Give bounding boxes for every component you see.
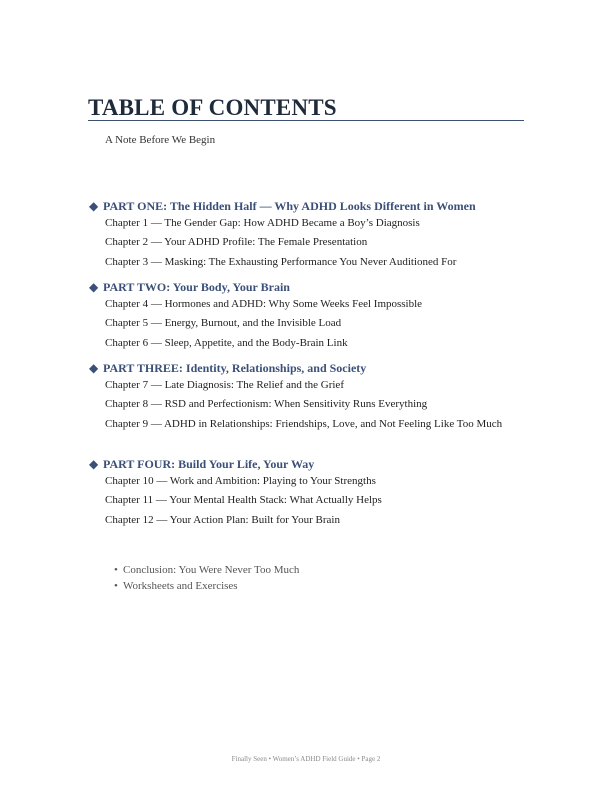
- conclusion-label: Conclusion: You Were Never Too Much: [123, 564, 300, 576]
- bullet-icon: •: [114, 564, 118, 576]
- part-four-heading[interactable]: [89, 457, 314, 472]
- chapter-3-entry[interactable]: Chapter 3 — Masking: The Exhausting Performance You Never Auditioned For: [105, 256, 457, 268]
- part-three-label: PART THREE: Identity, Relationships, and Society: [103, 361, 367, 375]
- chapter-8-entry[interactable]: Chapter 8 — RSD and Perfectionism: When Sensitivity Runs Everything: [105, 398, 428, 410]
- chapter-11-entry[interactable]: Chapter 11 — Your Mental Health Stack: What Actually Helps: [105, 494, 382, 506]
- worksheets-label: Worksheets and Exercises: [123, 580, 238, 592]
- part-one-heading[interactable]: [89, 199, 476, 214]
- chapter-2-entry[interactable]: Chapter 2 — Your ADHD Profile: The Female Presentation: [105, 236, 368, 248]
- chapter-1-entry[interactable]: Chapter 1 — The Gender Gap: How ADHD Became a Boy’s Diagnosis: [105, 217, 420, 229]
- part-one-label: PART ONE: The Hidden Half — Why ADHD Looks Different in Women: [103, 199, 476, 213]
- worksheets-entry[interactable]: [114, 579, 238, 593]
- diamond-icon: ◆: [89, 199, 99, 213]
- chapter-4-entry[interactable]: Chapter 4 — Hormones and ADHD: Why Some Weeks Feel Impossible: [105, 298, 423, 310]
- page-title: TABLE OF CONTENTS: [88, 95, 337, 120]
- diamond-icon: ◆: [89, 361, 99, 375]
- chapter-9-entry[interactable]: Chapter 9 — ADHD in Relationships: Friendships, Love, and Not Feeling Like Too Much: [105, 418, 503, 430]
- conclusion-entry[interactable]: [114, 563, 299, 577]
- part-three-heading[interactable]: [89, 361, 366, 376]
- diamond-icon: ◆: [89, 457, 99, 471]
- chapter-5-entry[interactable]: Chapter 5 — Energy, Burnout, and the Invisible Load: [105, 317, 342, 329]
- part-two-heading[interactable]: [89, 280, 290, 295]
- intro-note-entry[interactable]: A Note Before We Begin: [105, 134, 216, 146]
- part-four-label: PART FOUR: Build Your Life, Your Way: [103, 457, 315, 471]
- diamond-icon: ◆: [89, 280, 99, 294]
- chapter-7-entry[interactable]: Chapter 7 — Late Diagnosis: The Relief and the Grief: [105, 379, 344, 391]
- title-underline: [88, 120, 524, 121]
- part-two-label: PART TWO: Your Body, Your Brain: [103, 280, 290, 294]
- chapter-6-entry[interactable]: Chapter 6 — Sleep, Appetite, and the Body-Brain Link: [105, 337, 348, 349]
- bullet-icon: •: [114, 580, 118, 592]
- page-footer: Finally Seen • Women’s ADHD Field Guide • Page 2: [231, 755, 381, 763]
- chapter-10-entry[interactable]: Chapter 10 — Work and Ambition: Playing to Your Strengths: [105, 475, 376, 487]
- chapter-12-entry[interactable]: Chapter 12 — Your Action Plan: Built for Your Brain: [105, 514, 340, 526]
